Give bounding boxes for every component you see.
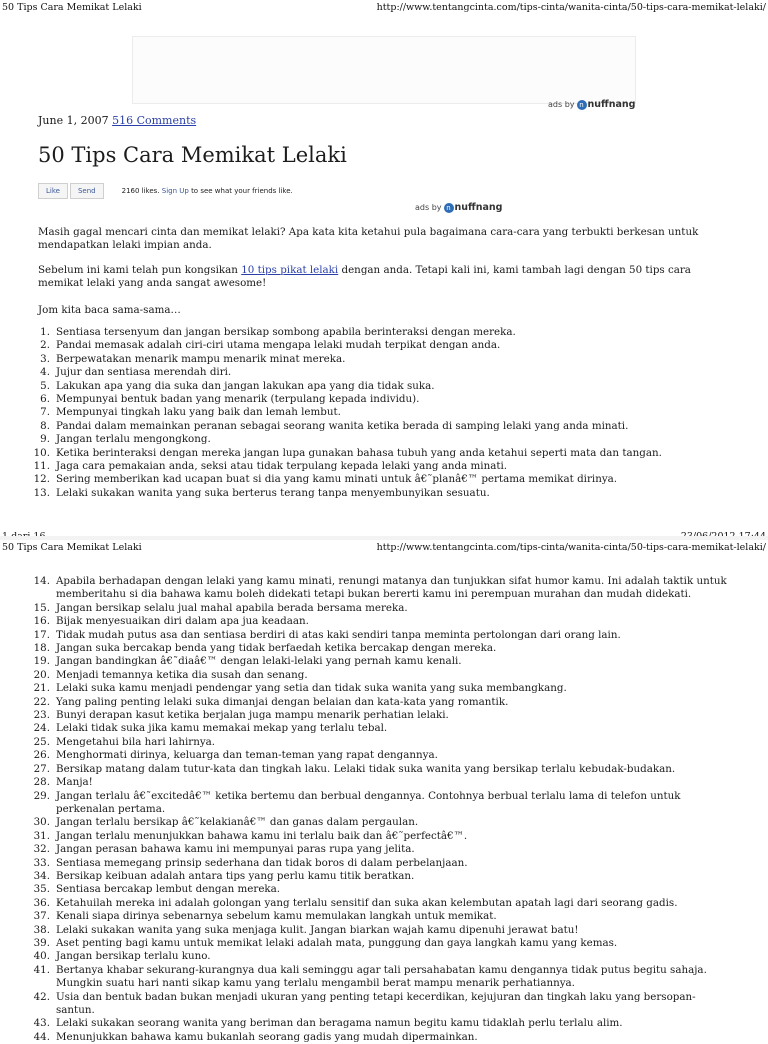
list-item-text: Mengetahui bila hari lahirnya.: [56, 735, 216, 748]
list-item-number: 27.: [33, 762, 50, 775]
ad-brand: nuffnang: [587, 99, 636, 110]
list-item: [28, 1031, 728, 1044]
list-item: [28, 473, 728, 486]
list-item: [28, 447, 728, 460]
list-item-text: Lelaki tidak suka jika kamu memakai mekap yang terlalu tebal.: [56, 722, 388, 735]
list-item-number: 9.: [40, 433, 50, 446]
list-item-number: 29.: [33, 789, 50, 802]
list-item-number: 43.: [33, 1017, 50, 1030]
list-item-text: Sering memberikan kad ucapan buat si dia yang kamu minati untuk â€˜planâ€™ pertama memikat dirinya.: [56, 473, 618, 486]
list-item-number: 39.: [33, 936, 50, 949]
list-item: [28, 910, 728, 923]
list-item-text: Sentiasa tersenyum dan jangan bersikap sombong apabila berinteraksi dengan mereka.: [56, 326, 516, 338]
list-item: [28, 897, 728, 910]
list-item-number: 40.: [33, 950, 50, 963]
list-item: [28, 843, 728, 856]
list-item: [28, 575, 728, 602]
list-item: [28, 326, 728, 339]
list-item-text: Tidak mudah putus asa dan sentiasa berdiri di atas kaki sendiri tanpa meminta pertolongan dari orang lain.: [56, 628, 621, 641]
list-item: [28, 991, 728, 1018]
list-item-number: 32.: [33, 843, 50, 856]
list-item: [28, 629, 728, 642]
list-item-number: 8.: [40, 419, 50, 432]
list-item-text: Jangan terlalu bersikap â€˜kelakianâ€™ dan ganas dalam pergaulan.: [56, 816, 419, 829]
list-item: [28, 380, 728, 393]
list-item-text: Jangan bersikap selalu jual mahal apabila berada bersama mereka.: [56, 601, 408, 614]
list-item-text: Lelaki suka kamu menjadi pendengar yang setia dan tidak suka wanita yang suka membangkang.: [56, 682, 567, 695]
list-item: [28, 776, 728, 789]
list-item: [28, 393, 728, 406]
list-item-number: 21.: [33, 682, 50, 695]
list-item: [28, 763, 728, 776]
list-item-number: 23.: [33, 709, 50, 722]
nuffnang-ad-badge-2[interactable]: [415, 202, 502, 213]
list-item: [28, 722, 728, 735]
list-item-number: 14.: [33, 575, 50, 587]
list-item-text: Usia dan bentuk badan bukan menjadi ukuran yang penting tetapi kecerdikan, kejujuran dan tingkah laku yang bersopan-santun.: [56, 990, 696, 1016]
list-item-number: 36.: [33, 896, 50, 909]
list-item-number: 44.: [33, 1030, 50, 1043]
list-item-text: Lelaki sukakan seorang wanita yang beriman dan beragama namun begitu kamu tidaklah perlu terlalu alim.: [56, 1017, 623, 1030]
list-item-number: 25.: [33, 735, 50, 748]
print-header-url: http://www.tentangcinta.com/tips-cinta/wanita-cinta/50-tips-cara-memikat-lelaki/: [376, 2, 766, 13]
list-item: [28, 615, 728, 628]
list-item-text: Manja!: [56, 776, 93, 789]
post-date: June 1, 2007: [38, 114, 109, 127]
list-item-text: Ketika berinteraksi dengan mereka jangan lupa gunakan bahasa tubuh yang anda ketahui seperti mata dan tangan.: [56, 446, 662, 459]
list-item-number: 30.: [33, 816, 50, 829]
list-item-text: Jangan perasan bahawa kamu ini mempunyai paras rupa yang jelita.: [56, 843, 415, 856]
list-item: [28, 669, 728, 682]
list-item-number: 41.: [33, 963, 50, 976]
tips-list-page-2: [28, 575, 728, 1044]
list-item: [28, 339, 728, 352]
list-item-text: Mempunyai tingkah laku yang baik dan lemah lembut.: [56, 406, 341, 419]
list-item-number: 10.: [33, 446, 50, 459]
list-item: [28, 642, 728, 655]
list-item-number: 42.: [33, 990, 50, 1003]
list-item-text: Lelaki sukakan wanita yang suka berterus terang tanpa menyembunyikan sesuatu.: [56, 486, 490, 499]
list-item-text: Jangan bandingkan â€˜diaâ€™ dengan lelaki-lelaki yang pernah kamu kenali.: [56, 655, 462, 668]
list-item-text: Apabila berhadapan dengan lelaki yang kamu minati, renungi matanya dan tunjukkan sifat humor kamu. Ini adalah taktik untuk memberitahu si dia bahawa kamu boleh didekati tetapi bukan bererti kamu ini perempuan murahan dan mudah didekati.: [56, 575, 727, 601]
intro-paragraph-2: [38, 264, 736, 290]
intro-p2-before: Sebelum ini kami telah pun kongsikan: [38, 264, 238, 276]
list-item-text: Mempunyai bentuk badan yang menarik (terpulang kepada individu).: [56, 393, 420, 406]
list-item-text: Pandai dalam memainkan peranan sebagai seorang wanita ketika berada di samping lelaki yang anda minati.: [56, 419, 629, 432]
list-item-text: Jaga cara pemakaian anda, seksi atau tidak terpulang kepada lelaki yang anda minati.: [56, 460, 508, 473]
list-item-number: 4.: [40, 366, 50, 379]
list-item-number: 38.: [33, 923, 50, 936]
list-item-number: 18.: [33, 642, 50, 655]
banner-ad[interactable]: [132, 36, 636, 104]
list-item-number: 3.: [40, 352, 50, 365]
list-item: [28, 602, 728, 615]
list-item-number: 22.: [33, 695, 50, 708]
list-item: [28, 696, 728, 709]
list-item-text: Jangan bersikap terlalu kuno.: [56, 950, 211, 963]
page-break: [0, 536, 768, 540]
list-item-text: Lelaki sukakan wanita yang suka menjaga kulit. Jangan biarkan wajah kamu dipenuhi jerawat batu!: [56, 923, 579, 936]
list-item-text: Jangan suka bercakap benda yang tidak berfaedah ketika bercakap dengan mereka.: [56, 642, 497, 655]
list-item-text: Kenali siapa dirinya sebenarnya sebelum kamu memulakan langkah untuk memikat.: [56, 910, 497, 923]
intro-paragraph-1: Masih gagal mencari cinta dan memikat lelaki? Apa kata kita ketahui pula bagaimana cara-cara yang terbukti berkesan untuk mendapatkan lelaki impian anda.: [38, 226, 699, 251]
post-title: 50 Tips Cara Memikat Lelaki: [38, 143, 347, 167]
list-item: [28, 709, 728, 722]
list-item-number: 7.: [40, 406, 50, 419]
list-item-number: 16.: [33, 615, 50, 628]
list-item-number: 35.: [33, 883, 50, 896]
list-item-text: Menjadi temannya ketika dia susah dan senang.: [56, 668, 308, 681]
list-item: [28, 460, 728, 473]
facebook-like-bar: [38, 183, 293, 199]
list-item-number: 6.: [40, 393, 50, 406]
list-item-number: 31.: [33, 829, 50, 842]
intro-p2-after: dengan anda. Tetapi kali ini, kami tambah lagi dengan 50 tips cara memikat lelaki yang anda sangat awesome!: [38, 264, 691, 289]
list-item-text: Menghormati dirinya, keluarga dan teman-teman yang rapat dengannya.: [56, 749, 438, 762]
list-item: [28, 883, 728, 896]
list-item: [28, 366, 728, 379]
list-item: [28, 816, 728, 829]
list-item: [28, 749, 728, 762]
list-item-number: 34.: [33, 869, 50, 882]
list-item-number: 12.: [33, 473, 50, 486]
list-item-text: Ketahuilah mereka ini adalah golongan yang terlalu sensitif dan suka akan kelembutan apatah lagi dari seorang gadis.: [56, 896, 678, 909]
list-item-text: Jangan terlalu menunjukkan bahawa kamu ini terlalu baik dan â€˜perfectâ€™.: [56, 829, 468, 842]
nuffnang-ad-badge[interactable]: [548, 99, 635, 110]
list-item-number: 33.: [33, 856, 50, 869]
list-item-number: 5.: [40, 379, 50, 392]
ad-prefix-2: ads by: [415, 203, 442, 212]
list-item-text: Bersikap matang dalam tutur-kata dan tingkah laku. Lelaki tidak suka wanita yang bersikap terlalu kebudak-budakan.: [56, 762, 676, 775]
list-item: [28, 790, 728, 817]
list-item: [28, 924, 728, 937]
list-item: [28, 353, 728, 366]
list-item-number: 13.: [33, 486, 50, 499]
comments-link[interactable]: 516 Comments: [112, 114, 197, 127]
print-header-url-2: http://www.tentangcinta.com/tips-cinta/wanita-cinta/50-tips-cara-memikat-lelaki/: [376, 542, 766, 553]
list-item-text: Menunjukkan bahawa kamu bukanlah seorang gadis yang mudah dipermainkan.: [56, 1030, 478, 1043]
list-item: [28, 487, 728, 500]
list-item: [28, 870, 728, 883]
list-item: [28, 682, 728, 695]
list-item-text: Bersikap keibuan adalah antara tips yang perlu kamu titik beratkan.: [56, 869, 415, 882]
list-item-text: Sentiasa bercakap lembut dengan mereka.: [56, 883, 281, 896]
intro-paragraph-3: Jom kita baca sama-sama…: [38, 304, 181, 316]
list-item-text: Bijak menyesuaikan diri dalam apa jua keadaan.: [56, 615, 309, 628]
list-item: [28, 937, 728, 950]
nuffnang-logo-icon-2: n: [444, 203, 454, 213]
list-item-number: 15.: [33, 601, 50, 614]
list-item-text: Sentiasa memegang prinsip sederhana dan tidak boros di dalam perbelanjaan.: [56, 856, 468, 869]
list-item: [28, 406, 728, 419]
list-item-text: Jangan terlalu mengongkong.: [56, 433, 211, 446]
list-item-number: 11.: [33, 460, 50, 473]
print-header-title: 50 Tips Cara Memikat Lelaki: [2, 2, 142, 13]
fb-like-suffix: to see what your friends like.: [191, 187, 293, 195]
list-item-number: 26.: [33, 749, 50, 762]
list-item-number: 19.: [33, 655, 50, 668]
print-header-title-2: 50 Tips Cara Memikat Lelaki: [2, 542, 142, 553]
list-item-number: 28.: [33, 776, 50, 789]
list-item: [28, 736, 728, 749]
tips-link[interactable]: 10 tips pikat lelaki: [241, 264, 339, 276]
list-item-text: Aset penting bagi kamu untuk memikat lelaki adalah mata, punggung dan gaya langkah kamu yang kemas.: [56, 936, 618, 949]
list-item-text: Jujur dan sentiasa merendah diri.: [56, 366, 232, 379]
list-item-text: Yang paling penting lelaki suka dimanjai dengan belaian dan kata-kata yang romantik.: [56, 695, 509, 708]
list-item-number: 2.: [40, 339, 50, 352]
list-item: [28, 857, 728, 870]
post-meta: [38, 114, 196, 127]
list-item-text: Berpewatakan menarik mampu menarik minat mereka.: [56, 352, 346, 365]
ad-prefix: ads by: [548, 100, 575, 109]
list-item: [28, 830, 728, 843]
list-item-text: Lakukan apa yang dia suka dan jangan lakukan apa yang dia tidak suka.: [56, 379, 435, 392]
list-item-text: Jangan terlalu â€˜excitedâ€™ ketika bertemu dan berbual dengannya. Contohnya berbual terlalu lama di telefon untuk perkenalan pertama.: [56, 789, 681, 815]
fb-like-button[interactable]: Like: [38, 183, 68, 199]
list-item-number: 37.: [33, 910, 50, 923]
fb-signup-link[interactable]: Sign Up: [161, 187, 189, 195]
list-item-text: Bunyi derapan kasut ketika berjalan juga mampu menarik perhatian lelaki.: [56, 709, 449, 722]
list-item-number: 20.: [33, 668, 50, 681]
list-item: [28, 433, 728, 446]
list-item: [28, 420, 728, 433]
list-item-number: 1.: [40, 326, 50, 338]
nuffnang-logo-icon: n: [577, 100, 587, 110]
tips-list-page-1: [28, 326, 728, 500]
list-item: [28, 655, 728, 668]
fb-like-count: 2160 likes.: [121, 187, 160, 195]
fb-send-button[interactable]: Send: [70, 183, 104, 199]
list-item: [28, 964, 728, 991]
fb-like-text: [122, 187, 293, 195]
list-item-text: Pandai memasak adalah ciri-ciri utama mengapa lelaki mudah terpikat dengan anda.: [56, 339, 501, 352]
list-item-text: Bertanya khabar sekurang-kurangnya dua kali seminggu agar tali persahabatan kamu dengannya tidak putus begitu sahaja. Mungkin suatu hari nanti sikap kamu yang terlalu mengambil berat mampu menarik perhatiannya.: [56, 963, 707, 990]
list-item-number: 24.: [33, 722, 50, 735]
list-item: [28, 1017, 728, 1030]
list-item: [28, 950, 728, 963]
ad-brand-2: nuffnang: [454, 202, 503, 213]
list-item-number: 17.: [33, 628, 50, 641]
